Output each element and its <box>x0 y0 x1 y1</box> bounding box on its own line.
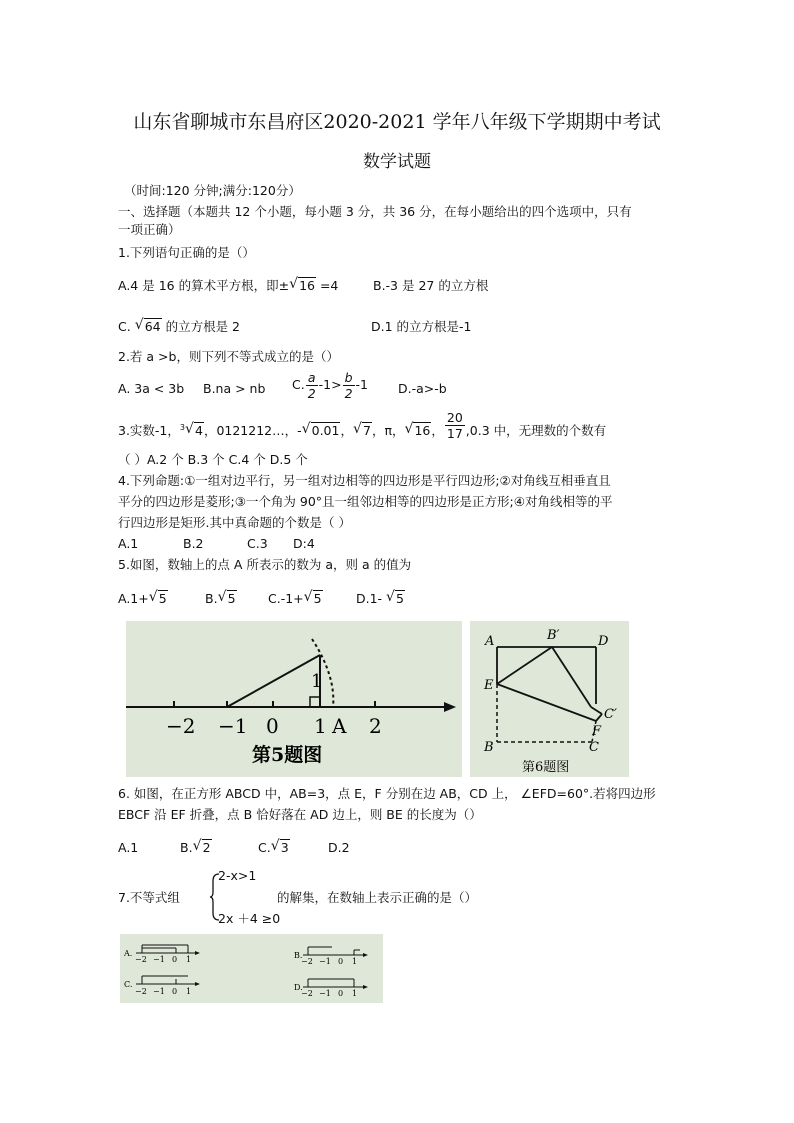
figure5-caption: 第5题图 <box>252 744 323 766</box>
page-title: 山东省聊城市东昌府区2020-2021 学年八年级下学期期中考试 <box>133 111 661 133</box>
svg-text:A: A <box>485 634 495 649</box>
section-heading-cont: 一项正确） <box>118 222 181 237</box>
svg-text:−1: −1 <box>319 989 331 998</box>
tick-label-2: 2 <box>369 714 382 738</box>
tick-label-neg2: −2 <box>166 714 196 738</box>
q2-option-b: B.na > nb <box>203 381 266 396</box>
svg-text:1: 1 <box>352 957 358 966</box>
q6-figure <box>470 621 629 777</box>
svg-text:−1: −1 <box>319 957 331 966</box>
height-label: 1 <box>311 671 323 692</box>
svg-text:C′: C′ <box>604 707 617 722</box>
q4-option-b: B.2 <box>183 536 204 551</box>
q5-stem: 5.如图，数轴上的点 A 所表示的数为 a，则 a 的值为 <box>118 557 412 572</box>
q5-option-c: C.-1+√ 5 <box>268 590 323 608</box>
q5-option-d: D.1- √ 5 <box>356 590 405 608</box>
q1-option-a: A.4 是 16 的算术平方根，即±√ 16 =4 <box>118 277 338 295</box>
section-heading: 一、选择题（本题共 12 个小题，每小题 3 分，共 36 分，在每小题给出的四个选项中，只有 <box>118 204 632 219</box>
tick-label-neg1: −1 <box>218 714 248 738</box>
q7-option-b-label: B. <box>294 951 303 960</box>
q2-option-a: A. 3a < 3b <box>118 381 185 396</box>
q4-line3: 行四边形是矩形.其中真命题的个数是（ ） <box>118 515 351 530</box>
svg-text:1: 1 <box>352 989 358 998</box>
q5-option-a: A.1+√ 5 <box>118 590 168 608</box>
svg-text:0: 0 <box>338 957 344 966</box>
svg-text:D: D <box>598 634 609 649</box>
axis-arrow <box>444 702 456 712</box>
q6-option-a: A.1 <box>118 840 139 855</box>
q6-option-c: C.√ 3 <box>258 839 290 857</box>
exam-info: （时间:120 分钟;满分:120分） <box>124 183 301 198</box>
point-a-label: A <box>332 714 347 738</box>
q2-option-c: C. $\frac{a}{2}$ -1> $\frac{b}{2}$ -1 <box>292 370 369 401</box>
q5-figure <box>126 621 462 777</box>
q6-line1: 6. 如图，在正方形 ABCD 中，AB=3，点 E，F 分别在边 AB，CD 上， ∠EFD=60°.若将四边形 <box>118 786 656 801</box>
q2-option-d: D.-a>-b <box>398 381 447 396</box>
q7-inequality-1: 2-x>1 <box>218 868 257 883</box>
q5-option-b: B.√ 5 <box>205 590 237 608</box>
q7-option-d-label: D. <box>294 983 303 992</box>
svg-text:E: E <box>484 678 494 693</box>
svg-text:B: B <box>484 740 494 755</box>
svg-text:0: 0 <box>172 955 178 964</box>
q6-option-d: D.2 <box>328 840 350 855</box>
figure6-caption: 第6题图 <box>522 760 570 775</box>
q4-line2: 平分的四边形是菱形;③一个角为 90°且一组邻边相等的四边形是正方形;④对角线相等的平 <box>118 494 613 509</box>
svg-text:−2: −2 <box>301 989 313 998</box>
svg-text:1: 1 <box>186 955 192 964</box>
svg-text:−1: −1 <box>153 987 165 996</box>
tick-label-0: 0 <box>266 714 279 738</box>
q6-option-b: B.√ 2 <box>180 839 212 857</box>
q7-option-a-label: A. <box>124 949 133 958</box>
square-fold-diagram <box>470 621 629 777</box>
q4-option-c: C.3 <box>247 536 268 551</box>
svg-text:C: C <box>589 740 599 755</box>
q3-options: （ ）A.2 个 B.3 个 C.4 个 D.5 个 <box>118 452 308 467</box>
q1-option-c: C. √ 64 的立方根是 2 <box>118 318 240 336</box>
svg-text:0: 0 <box>172 987 178 996</box>
svg-text:−2: −2 <box>135 987 147 996</box>
q4-option-d: D:4 <box>293 536 315 551</box>
q7-options-figure <box>120 934 383 1003</box>
q4-line1: 4.下列命题:①一组对边平行，另一组对边相等的四边形是平行四边形;②对角线互相垂直且 <box>118 473 611 488</box>
svg-text:B′: B′ <box>547 628 560 643</box>
q3-stem: 3.实数-1，$^3$√ 4，0121212…，-√ 0.01，√ 7，π，√ 16， $\frac{20}{17}$ ,0.3 中，无理数的个数有 <box>118 419 606 441</box>
number-line-diagram <box>126 621 462 777</box>
q2-stem: 2.若 a >b，则下列不等式成立的是（） <box>118 349 339 364</box>
svg-text:−2: −2 <box>301 957 313 966</box>
q6-line2: EBCF 沿 EF 折叠，点 B 恰好落在 AD 边上，则 BE 的长度为（） <box>118 807 482 822</box>
svg-text:F: F <box>592 724 602 739</box>
hypotenuse-line <box>227 655 323 707</box>
q7-stem-post: 的解集，在数轴上表示正确的是（） <box>277 890 478 905</box>
q1-option-d: D.1 的立方根是-1 <box>371 319 472 334</box>
q1-option-b: B.-3 是 27 的立方根 <box>373 278 489 293</box>
q1-stem: 1.下列语句正确的是（） <box>118 245 255 260</box>
svg-text:−2: −2 <box>135 955 147 964</box>
q7-inequality-2: 2x ＋4 ≥0 <box>218 911 281 926</box>
q7-option-c-label: C. <box>124 980 133 989</box>
page-subtitle: 数学试题 <box>363 152 431 172</box>
svg-text:1: 1 <box>186 987 192 996</box>
q7-number-lines <box>120 934 383 1003</box>
svg-text:0: 0 <box>338 989 344 998</box>
tick-label-1: 1 <box>314 714 327 738</box>
right-angle-mark <box>310 697 320 707</box>
q7-stem-pre: 7.不等式组 <box>118 890 180 905</box>
q4-option-a: A.1 <box>118 536 139 551</box>
svg-text:−1: −1 <box>153 955 165 964</box>
